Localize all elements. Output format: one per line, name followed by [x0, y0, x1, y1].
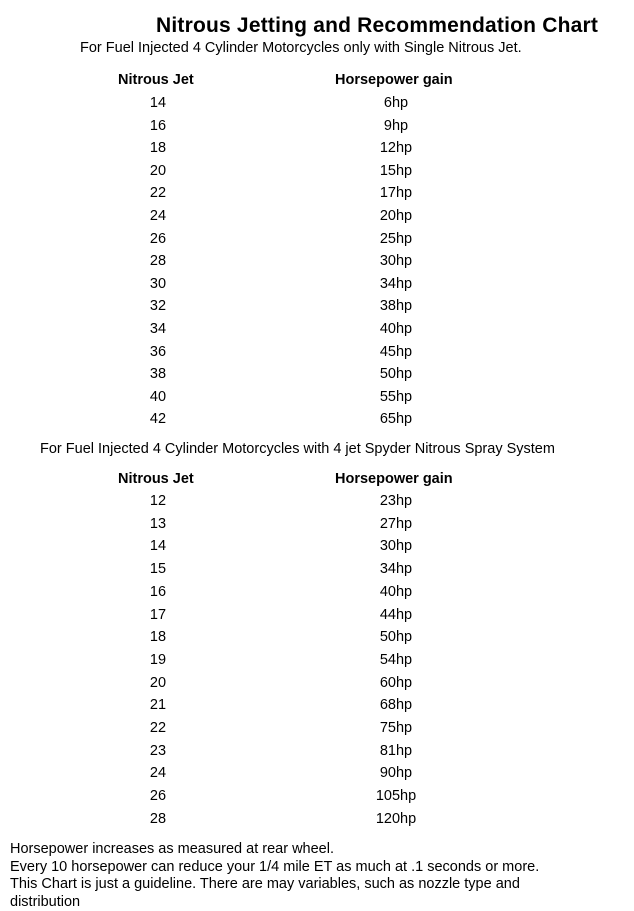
section2-hp-cell: 50hp: [379, 629, 413, 646]
section1-header-hp: Horsepower gain: [335, 72, 453, 88]
section1-jet-cell: 20: [149, 162, 167, 179]
section1-jet-cell: 34: [149, 321, 167, 337]
note-line: Every 10 horsepower can reduce your 1/4 mile ET as much at .1 seconds or more.: [10, 858, 540, 875]
section2-header-jet: Nitrous Jet: [118, 471, 194, 487]
section1-jet-cell: 22: [149, 185, 167, 202]
section1-jet-cell: 24: [149, 208, 167, 224]
section1-hp-cell: 45hp: [379, 343, 413, 360]
section2-jet-cell: 13: [149, 515, 167, 532]
note-line: This Chart is just a guideline. There are may variables, such as nozzle type and: [10, 876, 520, 892]
section2-jet-cell: 28: [149, 810, 167, 827]
section1-hp-cell: 12hp: [379, 140, 413, 157]
section2-hp-cell: 60hp: [379, 674, 413, 691]
section2-header-hp: Horsepower gain: [335, 471, 453, 487]
section1-jet-cell: 42: [149, 411, 167, 428]
section2-jet-cell: 22: [149, 720, 167, 736]
section2-hp-cell: 30hp: [379, 538, 413, 555]
section1-hp-cell: 6hp: [383, 95, 409, 111]
section2-jet-cell: 17: [149, 606, 167, 623]
section1-hp-cell: 55hp: [379, 388, 413, 405]
section2-hp-cell: 44hp: [379, 606, 413, 623]
section2-hp-cell: 34hp: [379, 561, 413, 578]
section2-jet-cell: 15: [149, 561, 167, 578]
section1-jet-cell: 32: [149, 298, 167, 315]
section2-hp-cell: 68hp: [379, 697, 413, 714]
section2-jet-cell: 26: [149, 788, 167, 805]
section2-jet-cell: 19: [149, 651, 167, 668]
section2-jet-cell: 14: [149, 538, 167, 555]
section1-hp-cell: 20hp: [379, 208, 413, 224]
note-line: Horsepower increases as measured at rear wheel.: [10, 841, 334, 857]
section1-hp-cell: 15hp: [379, 162, 413, 179]
section2-jet-cell: 23: [149, 742, 167, 759]
section2-jet-cell: 24: [149, 765, 167, 782]
section1-hp-cell: 38hp: [379, 298, 413, 315]
section1-jet-cell: 28: [149, 253, 167, 270]
section2-hp-cell: 120hp: [375, 810, 417, 827]
section2-subtitle: For Fuel Injected 4 Cylinder Motorcycles with 4 jet Spyder Nitrous Spray System: [40, 441, 555, 457]
section1-hp-cell: 50hp: [379, 366, 413, 383]
section1-hp-cell: 17hp: [379, 185, 413, 202]
notes: [10, 841, 610, 911]
section1-hp-cell: 34hp: [379, 275, 413, 292]
note-line: distribution: [10, 893, 81, 910]
section1-jet-cell: 30: [149, 275, 167, 292]
section1-subtitle: For Fuel Injected 4 Cylinder Motorcycles only with Single Nitrous Jet.: [80, 40, 522, 56]
section1-jet-cell: 40: [149, 388, 167, 405]
section1-hp-cell: 65hp: [379, 411, 413, 428]
section2-hp-cell: 27hp: [379, 515, 413, 532]
section2-jet-cell: 18: [149, 629, 167, 646]
section2-hp-cell: 105hp: [375, 788, 417, 805]
section2-hp-cell: 90hp: [379, 765, 413, 782]
section2-hp-cell: 75hp: [379, 720, 413, 736]
section1-jet-cell: 16: [149, 117, 167, 134]
section2-hp-cell: 40hp: [379, 583, 413, 600]
section1-jet-cell: 36: [149, 343, 167, 360]
section1-hp-cell: 9hp: [383, 117, 409, 134]
section1-header-jet: Nitrous Jet: [118, 72, 194, 88]
section2-jet-cell: 12: [149, 493, 167, 509]
section1-hp-cell: 25hp: [379, 230, 413, 247]
section1-jet-cell: 26: [149, 230, 167, 247]
section2-jet-cell: 20: [149, 674, 167, 691]
section2-hp-cell: 23hp: [379, 493, 413, 509]
page-title: Nitrous Jetting and Recommendation Chart: [156, 14, 599, 37]
section1-jet-cell: 14: [149, 95, 167, 111]
section2-hp-cell: 54hp: [379, 651, 413, 668]
section2-jet-cell: 16: [149, 583, 167, 600]
section1-hp-cell: 40hp: [379, 321, 413, 337]
section1-jet-cell: 18: [149, 140, 167, 157]
section2-hp-cell: 81hp: [379, 742, 413, 759]
section1-jet-cell: 38: [149, 366, 167, 383]
section2-jet-cell: 21: [149, 697, 167, 714]
section1-hp-cell: 30hp: [379, 253, 413, 270]
